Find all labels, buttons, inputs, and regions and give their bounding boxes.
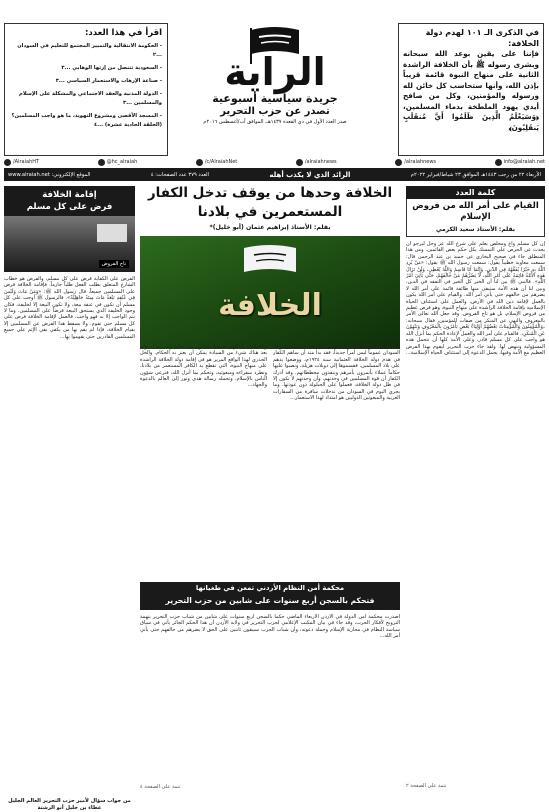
youtube-icon — [196, 159, 203, 166]
sub-article-continued[interactable]: تتمة على الصفحة ٤ — [140, 784, 181, 790]
masthead-first-issue: صدر العدد الأول في ذي القعدة ١٤٣٧هـ، الموافق آب/أغسطس ٢٠١٦م — [203, 119, 347, 125]
masthead-subtitle: جريدة سياسية أسبوعية — [212, 92, 338, 105]
main-body-left: والقوانين، بل إنهم أصبحوا يحددون من يحكم ومن يعزل، ولم يعد هناك شيء من السيادة يمكن أن يعتز به الحكام. والحل الجذري لهذا الواقع المرير هو في إقامة دولة الخلافة الراشدة على منهاج النبوة، التي تقطع يد الكافر المستعمر من بلادنا، وتطرد سفراءه ومبعوثيه، وتحكم بما أنزل الله، فترعى شؤون الناس بالإسلام، وتحمله رسالة هدى ونور إلى العالم بالدعوة والجهاد... — [140, 344, 267, 389]
sub-article-header — [140, 582, 400, 610]
in-this-issue-box — [4, 23, 168, 156]
editorial-label: كلمة العدد — [406, 186, 545, 199]
masthead-title: الراية — [224, 50, 326, 94]
social-link[interactable]: /c/AlraiahNet — [196, 159, 237, 166]
social-link[interactable]: /alraiahnews — [296, 159, 337, 166]
left-article-body: الفرض على الكفاية فرض على كل مسلم، والفرض هو خطاب الشارع المتعلق بطلب الفعل طلباً جازماً. فإقامة الخلافة فرض على المسلمين جميعاً، قال رسول الله ﷺ: «وَمَنْ مَاتَ وَلَيْسَ فِي عُنُقِهِ بَيْعَةٌ مَاتَ مِيتَةً جَاهِلِيَّةً». فالرسول ﷺ أوجب على كل مسلم أن تكون في عنقه بيعة، ولا تكون البيعة إلا لخليفة، فكان وجود الخليفة الذي يستحق البيعة فرضاً على المسلمين. وما لا يتم الواجب إلا به فهو واجب، فالعمل لإقامة الخلافة فرض على كل مسلم حتى تقوم. ولا يسقط هذا الفرض عن المسلمين إلا بقيام الخلافة، فإذا لم يقم بها من يكفي بقي الإثم على جميع المسلمين القادرين حتى يقوموا بها... — [4, 276, 135, 340]
email-link[interactable]: info@alraiah.net — [495, 159, 545, 166]
in-this-issue-item[interactable]: - الدولة المدنية والعقد الاجتماعي والمشكلة على الإسلام والمسلمين ...٣ — [19, 91, 162, 106]
social-link[interactable]: @hc_alraiah — [98, 159, 138, 166]
editorial-title-box — [406, 199, 545, 237]
left-article-header — [4, 186, 135, 216]
social-link[interactable]: /alraiahnews — [395, 159, 436, 166]
left-article-title-1: إقامة الخلافة — [42, 190, 97, 200]
main-body-right: إن تدخل الغرب الكافر المستعمر في بلاد المسلمين وبلاد السودان عموماً ليس أمراً جديداً، فقد بدأ منذ أن ساهم الكفار في هدم دولة الخلافة العثمانية سنة ١٩٢٤م، ووضعوا يدهم على بلاد المسلمين، فقسموها إلى دويلات هزيلة، ونصبوا عليها حكاماً عملاء يأتمرون بأمرهم وينفذون مخططاتهم. وقد أدرك الكفار أن قوة المسلمين في وحدتهم، وأن وحدتهم لا تكون إلا في ظل دولة الخلافة، فعملوا على الحيلولة دون عودتها. وما يجري اليوم في السودان من تدخلات سافرة من السفارات الغربية والمبعوثين الدوليين هو امتداد لهذا الاستعمار... — [273, 344, 400, 402]
khilafah-image-caption: الخلافة — [218, 288, 322, 323]
editorial-author: بقلم: الأستاذ سعيد الكرمي — [435, 226, 516, 233]
facebook-icon — [4, 159, 11, 166]
left-article — [4, 186, 135, 811]
email-icon — [495, 159, 502, 166]
masthead-issuer: تصدر عن حزب التحرير — [220, 106, 330, 117]
in-this-issue-item[interactable]: - صناعة الإرهاب والاستعمار السياسي ...٣ — [55, 78, 162, 84]
banner-flag-icon — [240, 244, 300, 279]
main-article — [140, 184, 400, 796]
slogan: الرائد الذي لا يكذب أهله — [269, 170, 351, 179]
crowd-image-label: تاج الفروض — [99, 260, 129, 268]
sub-headline-2: فتحكم بالسجن أربع سنوات على شابين من حزب التحرير — [165, 596, 375, 605]
main-headline: الخلافة وحدها من يوقف تدخل الكفار المستعمرين في بلادنا — [147, 185, 393, 220]
issue-date: الأربعاء ٢٢ من رجب ١٤٤٣هـ الموافق ٢٣ شباط/فبراير ٢٠٢٢م — [410, 171, 541, 178]
header-right-box-title: في الذكرى الـ ١٠١ لهدم دولة الخلافة: — [425, 28, 539, 48]
in-this-issue-item[interactable]: - الحكومة الانتقالية والتمييز المجتمع للتعليم في السودان ...٢ — [17, 43, 162, 58]
left-article-footer: من جواب سؤال لأمير حزب التحرير العالم الجليل عطاء بن خليل أبو الرشتة — [8, 798, 131, 811]
telegram-icon — [395, 159, 402, 166]
in-this-issue-title: اقرأ في هذا العدد: — [84, 28, 162, 38]
sub-article-body: أصدرت محكمة أمن الدولة في الأردن الأربعاء الماضي حكماً بالسجن أربع سنوات على شابين من شباب حزب التحرير بتهمة الترويج لأفكار الحزب، وقد جاء في بيان المكتب الإعلامي لحزب التحرير في ولاية الأردن أن هذا الحكم الجائر يأتي في سياق سياسة النظام في محاربة الإسلام وحملة دعوته، وأن شباب الحزب سيبقون ثابتين على الحق لا يضرهم من خالفهم حتى يأتي أمر الله... — [140, 614, 400, 640]
issue-bar — [4, 168, 545, 181]
crowd-image — [4, 216, 135, 272]
khilafah-image — [140, 236, 400, 349]
left-article-title-2: فرض على كل مسلم — [26, 202, 113, 212]
main-author: بقلم: الأستاذ إبراهيم عثمان (أبو خليل)* — [209, 224, 331, 231]
twitter-icon — [98, 159, 105, 166]
sub-headline-1: محكمة أمن النظام الأردني تمعن في طغيانها — [195, 584, 345, 592]
editorial-title: القيام على أمر الله من فروض الإسلام — [412, 201, 539, 222]
masthead — [190, 22, 360, 127]
social-row — [4, 156, 545, 168]
editorial-body: إن كل مسلم واع ومخلص يعلم على شرع الله عز وجل ليرجو أن يحدث عن الحرص على التمسك بكل حكم بعض القائمين. ومن هذا المنطلق جاء في صحيح البخاري عن حميد بن عبد الرحمن قال: سمعت معاوية خطيباً يقول: سمعت رسول الله ﷺ يقول: «مَنْ يُرِدِ اللَّهُ بِهِ خَيْرًا يُفَقِّهْهُ فِي الدِّينِ، وَإِنَّمَا أَنَا قَاسِمٌ وَاللَّهُ يُعْطِي، وَلَنْ تَزَالَ هَذِهِ الأُمَّةُ قَائِمَةً عَلَى أَمْرِ اللَّهِ، لاَ يَضُرُّهُمْ مَنْ خَالَفَهُمْ، حَتَّى يَأْتِيَ أَمْرُ اللَّهِ». فالنبي ﷺ بين لنا أن الخير كل الخير في التفقه في الدين، وبين لنا أن هذه الأمة ستبقى منها طائفة قائمة على أمر الله لا يضرهم من خالفهم حتى يأتي أمر الله. والقيام على أمر الله يكون بالعمل لإقامة دين الله في الأرض، والعمل على استئناف الحياة الإسلامية بإقامة الخلافة الراشدة على منهاج النبوة، وهو فرض عظيم من فروض الإسلام، بل هو تاج الفروض. وقد جعل الله تعالى الأمر بالمعروف والنهي عن المنكر من صفات المؤمنين، فقال سبحانه: ﴿وَالْمُؤْمِنُونَ وَالْمُؤْمِنَاتُ بَعْضُهُمْ أَوْلِيَاءُ بَعْضٍ يَأْمُرُونَ بِالْمَعْرُوفِ وَيَنْهَوْنَ عَنِ الْمُنكَرِ﴾. فالقيام على أمر الله والعمل لإعادة الحكم بما أنزل الله هو واجب على كل مسلم قادر، وعلى الأمة كلها أن تتحمل هذه المسؤولية وتنهض لها. ولقد جاء حزب التحرير ليقوم بهذا الفرض العظيم مع الأمة وفيها، يحمل الدعوة إلى استئناف الحياة الإسلامية... — [406, 241, 545, 356]
header-right-box — [398, 23, 544, 156]
editorial-column — [406, 186, 545, 793]
in-this-issue-item[interactable]: - المسجد الأقصى ومشروع التهويد، ما هو واجب المسلمين؟ (الحلقة الحادية عشرة) ...٤ — [11, 113, 162, 128]
crowd-flag-icon — [97, 224, 127, 242]
issue-number: العدد ٣٧٩ عدد الصفحات: ٤ — [150, 171, 209, 178]
social-link[interactable]: /AlraiahHT — [4, 159, 39, 166]
editorial-continued[interactable]: تتمة على الصفحة ٢ — [406, 783, 447, 789]
website-label: الموقع الإلكتروني: www.alraiah.net — [8, 171, 91, 178]
instagram-icon — [296, 159, 303, 166]
in-this-issue-item[interactable]: - السعودية تتنصل من إرثها الوهابي ...٣ — [61, 65, 162, 71]
header-right-box-text: فإننا على يقين بوعد الله سبحانه وبشرى رسوله ﷺ بأن الخلافة الراشدة الثانية على منهاج النبوة قائمة قريباً بإذن الله، وأنها ستحاسب كل خائن لله ورسوله والمؤمنين، وكل من صافح أيدي يهود الملطخة بدماء المسلمين، ﴿وَسَيَعْلَمُ الَّذِينَ ظَلَمُوا أَيَّ مُنقَلَبٍ يَنقَلِبُونَ﴾ — [403, 49, 539, 132]
